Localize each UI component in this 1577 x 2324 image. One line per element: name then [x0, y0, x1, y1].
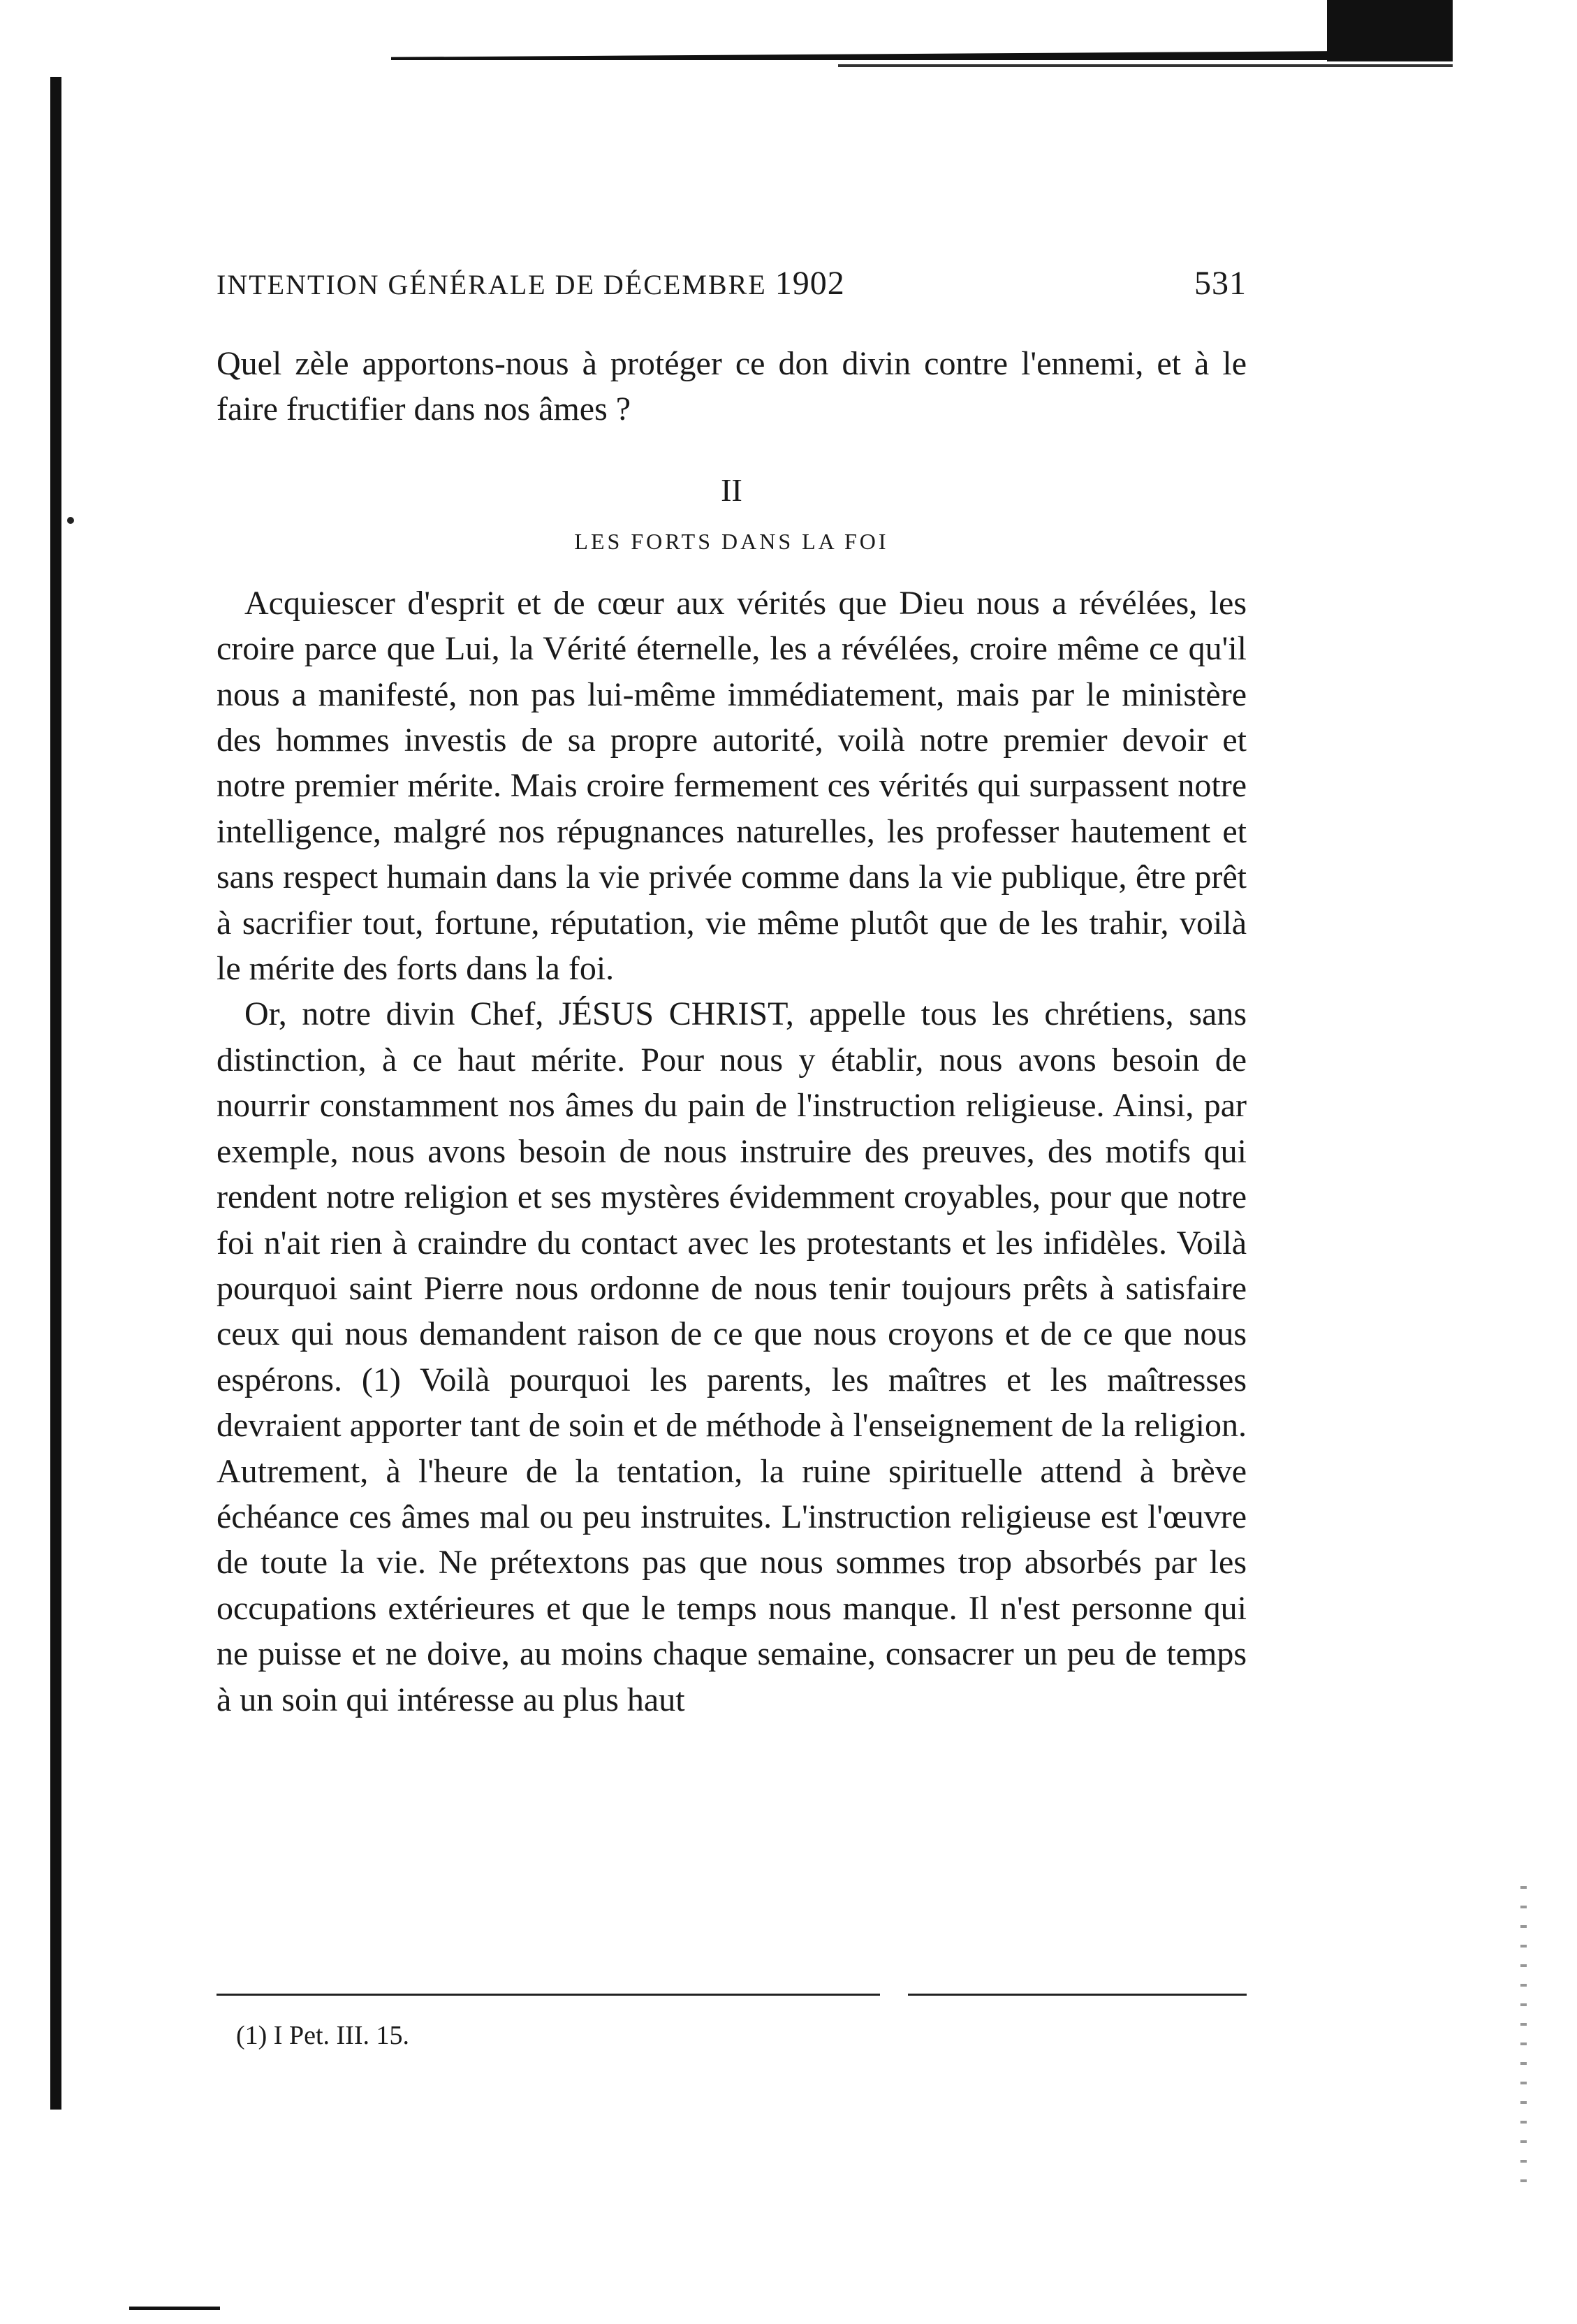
scan-right-specks	[1502, 1886, 1543, 2186]
page-number: 531	[1194, 265, 1247, 302]
section-title: LES FORTS DANS LA FOI	[574, 528, 889, 554]
paragraph: Or, notre divin Chef, JÉSUS CHRIST, appelle tous les chrétiens, sans distinction, à ce haut mérite. Pour nous y établir, nous avons besoin de nourrir constamment nos âmes du pain de l'instruction religieuse. Ainsi, par exemple, nous avons besoin de nous instruire des preuves, des motifs qui rendent notre religion et ses mystères évidemment croyables, pour que notre foi n'ait rien à craindre du contact avec les protestants et les infidèles. Voilà pourquoi saint Pierre nous ordonne de nous tenir toujours prêts à satisfaire ceux qui nous demandent raison de ce que nous croyons et de ce que nous espérons. (1) Voilà pourquoi les parents, les maîtres et les maîtresses devraient apporter tant de soin et de méthode à l'enseignement de la religion. Autrement, à l'heure de la tentation, la ruine spirituelle attend à brève échéance ces âmes mal ou peu instruites. L'instruction religieuse est l'œuvre de toute la vie. Ne prétextons pas que nous sommes trop absorbés par les occupations extérieures et que le temps nous manque. Il n'est personne qui ne puisse et ne doive, au moins chaque semaine, consacrer un peu de temps à un soin qui intéresse au plus haut	[217, 995, 1247, 1718]
footnote-rule	[908, 1994, 1247, 1996]
running-head-title	[217, 264, 845, 302]
footnote-rule	[217, 1994, 880, 1996]
intro-paragraph: Quel zèle apportons-nous à protéger ce don divin contre l'ennemi, et à le faire fructifier dans nos âmes ?	[217, 345, 1247, 428]
section-number: II	[721, 472, 742, 508]
running-head-year: 1902	[775, 265, 845, 302]
scan-top-corner-mark	[1327, 0, 1453, 61]
running-head-text: INTENTION GÉNÉRALE DE DÉCEMBRE	[217, 269, 767, 300]
body-text	[217, 341, 1247, 1723]
paragraph: Acquiescer d'esprit et de cœur aux vérités que Dieu nous a révélées, les croire parce que Lui, la Vérité éternelle, les a révélées, croire même ce qu'il nous a manifesté, non pas lui-même immédiatement, mais par le ministère des hommes investis de sa propre autorité, voilà notre premier devoir et notre premier mérite. Mais croire fermement ces vérités qui surpassent notre intelligence, malgré nos répugnances naturelles, les professer hautement et sans respect humain dans la vie privée comme dans la vie publique, être prêt à sacrifier tout, fortune, réputation, vie même plutôt que de les trahir, voilà le mérite des forts dans la foi.	[217, 584, 1247, 988]
scan-speck	[67, 517, 74, 524]
scan-top-rule	[838, 64, 1453, 67]
scan-bottom-mark	[129, 2307, 220, 2310]
scan-top-border	[391, 50, 1453, 60]
footnote: (1) I Pet. III. 15.	[236, 2021, 409, 2050]
scan-left-edge	[50, 77, 61, 2110]
running-head	[217, 264, 1247, 302]
